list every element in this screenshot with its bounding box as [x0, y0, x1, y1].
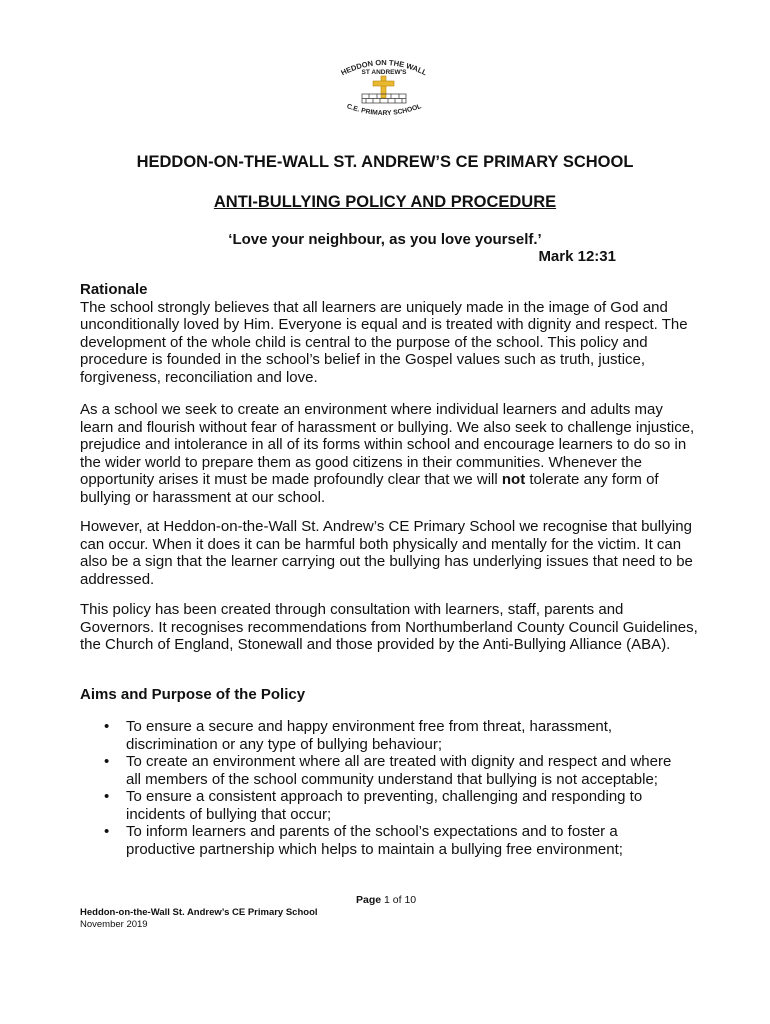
- bullet-icon: •: [104, 753, 110, 770]
- rationale-heading: Rationale: [80, 281, 148, 298]
- list-item-text: To ensure a consistent approach to preventing, challenging and responding to incidents of bullying that occur;: [126, 788, 643, 823]
- list-item-text: To inform learners and parents of the school’s expectations and to foster a productive partnership which helps to maintain a bullying free environment;: [126, 823, 623, 858]
- bullet-icon: •: [104, 788, 110, 805]
- rationale-paragraph-2: [80, 401, 700, 506]
- list-item: [104, 718, 674, 753]
- policy-title: ANTI-BULLYING POLICY AND PROCEDURE: [213, 193, 557, 211]
- page-current: 1: [384, 894, 390, 906]
- rationale-paragraph-3: However, at Heddon-on-the-Wall St. Andrew’s CE Primary School we recognise that bullying can occur. When it does it can be harmful both physically and mentally for the victim. It can also be a sign that the learner carrying out the bullying has underlying issues that need to be addressed.: [80, 518, 693, 588]
- rationale-paragraph-1: The school strongly believes that all learners are uniquely made in the image of God and unconditionally loved by Him. Everyone is equal and is treated with dignity and respect. The development of the whole child is central to the purpose of the school. This policy and procedure is founded in the school’s belief in the Gospel values such as truth, justice, forgiveness, reconciliation and love.: [80, 298, 688, 386]
- rationale-paragraph-4: This policy has been created through consultation with learners, staff, parents and Governors. It recognises recommendations from Northumberland County Council Guidelines, the Church of England, Stonewall and those provided by the Anti-Bullying Alliance (ABA).: [80, 601, 698, 653]
- logo-bottom-text: C.E. PRIMARY SCHOOL: [345, 103, 423, 118]
- page-number: [356, 894, 416, 906]
- list-item-text: To create an environment where all are treated with dignity and respect and where all members of the school community understand that bullying is not acceptable;: [126, 753, 672, 788]
- paragraph-2-text-end: tolerate any form of bullying or harassment at our school.: [80, 471, 659, 506]
- list-item: [104, 823, 674, 858]
- page-total: of 10: [392, 894, 417, 906]
- list-item: [104, 788, 674, 823]
- rationale-section: [80, 281, 700, 386]
- aims-heading: Aims and Purpose of the Policy: [80, 686, 306, 703]
- school-logo: [328, 50, 440, 126]
- footer-date: November 2019: [80, 919, 148, 930]
- bullet-icon: •: [104, 718, 110, 735]
- paragraph-2-text-start: As a school we seek to create an environment where individual learners and adults may learn and flourish without fear of harassment or bullying. We also seek to challenge injustice, prejudice and intolerance in all of its forms within school and encourage learners to do so in the wider world to prepare them as good citizens in their communities. Whenever the opportunity arises it must be made profoundly clear that we will: [80, 401, 695, 488]
- paragraph-2-emphasis: not: [501, 471, 526, 488]
- bullet-icon: •: [104, 823, 110, 840]
- list-item-text: To ensure a secure and happy environment free from threat, harassment, discrimination or any type of bullying behaviour;: [126, 718, 613, 753]
- logo-mid-text: ST ANDREW'S: [361, 69, 407, 76]
- quote-citation: Mark 12:31: [538, 248, 616, 265]
- list-item: [104, 753, 674, 788]
- page-label: Page: [356, 894, 382, 906]
- school-crest-icon: [328, 50, 440, 126]
- footer-school-name: Heddon-on-the-Wall St. Andrew’s CE Primary School: [80, 907, 318, 918]
- svg-text:C.E. PRIMARY SCHOOL: [346, 103, 423, 117]
- quote-text: ‘Love your neighbour, as you love yourself.’: [228, 231, 542, 248]
- page-title: HEDDON-ON-THE-WALL ST. ANDREW’S CE PRIMARY SCHOOL: [136, 153, 634, 171]
- logo-top-text: HEDDON ON THE WALL: [339, 57, 429, 78]
- aims-list: [104, 718, 674, 858]
